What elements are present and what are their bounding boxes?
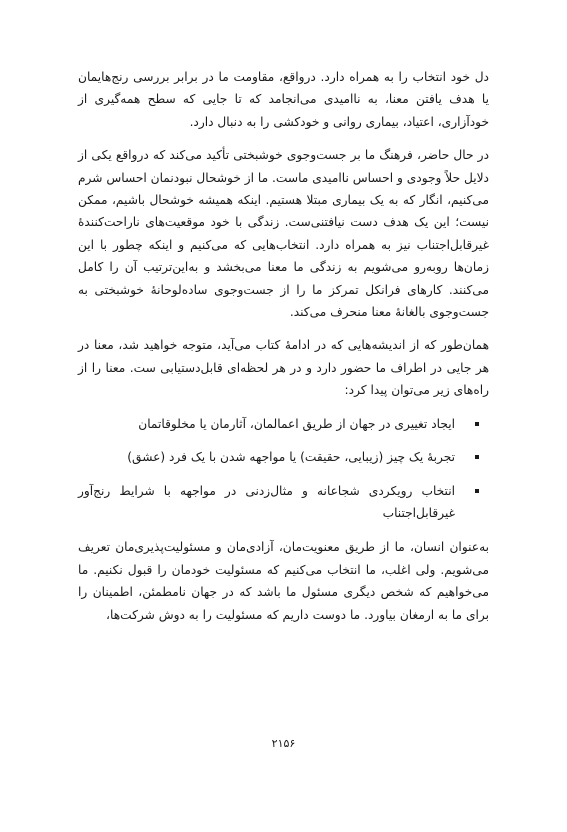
bullet-list xyxy=(78,413,489,525)
paragraph-4: به‌عنوان انسان، ما از طریق معنویت‌مان، آزادی‌مان و مسئولیت‌پذیری‌مان تعریف می‌شویم. ولی اغلب، ما انتخاب می‌کنیم که مسئولیت خودمان را قبول نکنیم. ما می‌خواهیم که شخص دیگری مسئول ما باشد که در جهان نامطمئن، اطمینان را برای ما به ارمغان بیاورد. ما دوست داریم که مسئولیت را به دوش شرکت‌ها، xyxy=(78,540,489,622)
paragraph-2: در حال حاضر، فرهنگ ما بر جست‌وجوی خوشبختی تأکید می‌کند که درواقع یکی از دلایل حلاً وجودی و احساس ناامیدی ماست. ما از خوشحال نبودنمان احساس شرم می‌کنیم، انگار که به یک بیماری مبتلا هستیم. اینکه همیشه خوشحال باشیم، ممکن نیست؛ این یک هدف دست نیافتنی‌ست. زندگی با خود موقعیت‌های ناراحت‌کنندهٔ غیرقابل‌اجتناب نیز به همراه دارد. انتخاب‌هایی که می‌کنیم و اینکه چطور با این زمان‌ها روبه‌رو می‌شویم به زندگی ما معنا می‌بخشد و به‌این‌ترتیب آن را کامل می‌کنند. کارهای فرانکل تمرکز ما را از جست‌وجوی ساده‌لوحانهٔ خوشبختی به جست‌وجوی بالغانهٔ معنا منحرف می‌کند. xyxy=(78,148,489,320)
paragraph-1: دل خود انتخاب را به همراه دارد. درواقع، مقاومت ما در برابر بررسی رنج‌هایمان یا هدف یافتن معنا، به ناامیدی می‌انجامد که تا جایی که سطح همه‌گیری از خودآزاری، اعتیاد، بیماری روانی و خودکشی را به دنبال دارد. xyxy=(78,70,489,129)
paragraph-3: همان‌طور که از اندیشه‌هایی که در ادامهٔ کتاب می‌آید، متوجه خواهید شد، معنا در هر جایی در اطراف ما حضور دارد و در هر لحظه‌ای قابل‌دستیابی ست. معنا را از راه‌های زیر می‌توان پیدا کرد: xyxy=(78,338,489,398)
bullet-text: ایجاد تغییری در جهان از طریق اعمالمان، آثارمان یا مخلوقاتمان xyxy=(138,416,455,431)
bullet-text: تجربهٔ یک چیز (زیبایی، حقیقت) یا مواجهه شدن با یک فرد (عشق) xyxy=(127,450,455,465)
list-item xyxy=(78,446,465,468)
list-item xyxy=(78,480,465,525)
bullet-icon xyxy=(475,455,479,459)
page-number: ۲۱۵۶ xyxy=(271,737,296,750)
list-item xyxy=(78,413,465,435)
bullet-icon xyxy=(475,489,479,493)
page-body xyxy=(78,66,489,637)
bullet-text: انتخاب رویکردی شجاعانه و مثال‌زدنی در مواجهه با شرایط رنج‌آور غیرقابل‌اجتناب xyxy=(78,483,455,520)
bullet-icon xyxy=(475,422,479,426)
